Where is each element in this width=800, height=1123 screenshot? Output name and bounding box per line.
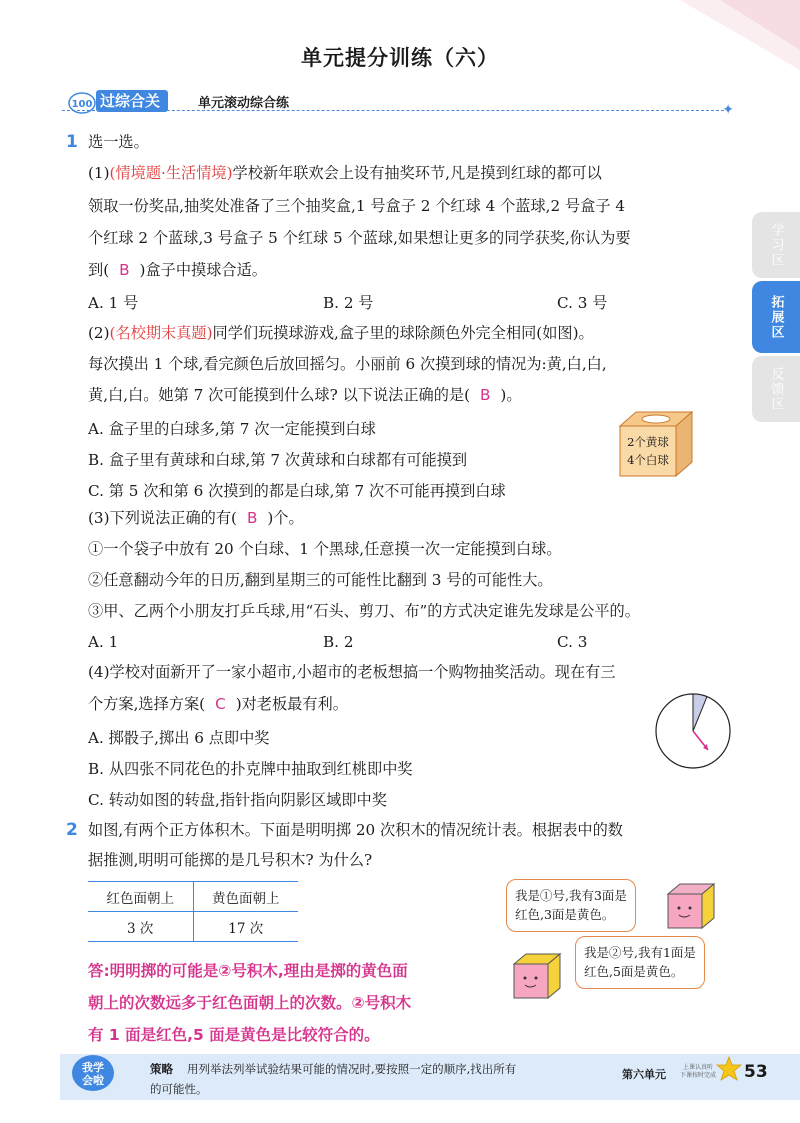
option-b: B. 2 号 bbox=[323, 294, 374, 312]
q1-part1-line3: 个红球 2 个蓝球,3 号盒子 5 个红球 5 个蓝球,如果想让更多的同学获奖,你认为要 bbox=[88, 229, 631, 247]
q1-part3-line1: (3)下列说法正确的有( B )个。 bbox=[88, 509, 304, 527]
q1-part4-line1: (4)学校对面新开了一家小超市,小超市的老板想搞一个购物抽奖活动。现在有三 bbox=[88, 663, 616, 681]
q2-line1: 如图,有两个正方体积木。下面是明明掷 20 次积木的情况统计表。根据表中的数 bbox=[88, 821, 623, 839]
tab-feedback[interactable]: 反馈区 bbox=[752, 356, 800, 422]
option-c: C. 转动如图的转盘,指针指向阴影区域即中奖 bbox=[88, 791, 387, 809]
badge-number: 100 bbox=[71, 99, 93, 110]
question-number-2: 2 bbox=[66, 820, 78, 840]
table-cell: 3 次 bbox=[88, 912, 193, 942]
option-a: A. 掷骰子,掷出 6 点即中奖 bbox=[88, 729, 270, 747]
star-badge-icon bbox=[716, 1056, 742, 1082]
q1-part1-line4: 到( B )盒子中摸球合适。 bbox=[88, 261, 267, 279]
table-header: 黄色面朝上 bbox=[193, 882, 298, 912]
answer-line: 朝上的次数远多于红色面朝上的次数。②号积木 bbox=[88, 994, 412, 1012]
page-title: 单元提分训练（六） bbox=[301, 46, 499, 70]
statement-3: ③甲、乙两个小朋友打乒乓球,用“石头、剪刀、布”的方式决定谁先发球是公平的。 bbox=[88, 602, 640, 620]
answer-blank[interactable]: C bbox=[215, 695, 226, 713]
option-a: A. 1 bbox=[88, 633, 119, 651]
q1-part2-line1: (2)(名校期末真题)同学们玩摸球游戏,盒子里的球除颜色外完全相同(如图)。 bbox=[88, 324, 594, 342]
question-1-title: 选一选。 bbox=[88, 133, 149, 151]
tag-exam-question: (名校期末真题) bbox=[109, 324, 213, 342]
strategy-label: 策略 bbox=[150, 1062, 173, 1076]
stats-table bbox=[88, 881, 298, 942]
option-b: B. 从四张不同花色的扑克牌中抽取到红桃即中奖 bbox=[88, 760, 413, 778]
tab-extend[interactable]: 拓展区 bbox=[752, 281, 800, 353]
svg-text:我学: 我学 bbox=[82, 1061, 104, 1074]
q1-part1-line2: 领取一份奖品,抽奖处准备了三个抽奖盒,1 号盒子 2 个红球 4 个蓝球,2 号盒子 4 bbox=[88, 197, 626, 215]
table-cell: 17 次 bbox=[193, 912, 298, 942]
unit-slogan: 上课认真听 下课按时完成 bbox=[680, 1064, 717, 1079]
answer-line: 有 1 面是红色,5 面是黄色是比较符合的。 bbox=[88, 1026, 380, 1044]
page-number: 53 bbox=[744, 1062, 768, 1082]
section-header bbox=[62, 90, 734, 118]
cube-1-icon bbox=[666, 880, 718, 932]
section-tag: 过综合关 bbox=[96, 90, 168, 112]
statement-1: ①一个袋子中放有 20 个白球、1 个黑球,任意摸一次一定能摸到白球。 bbox=[88, 540, 562, 558]
tag-life-scenario: (情境题·生活情境) bbox=[109, 164, 233, 182]
unit-label: 第六单元 bbox=[622, 1068, 666, 1081]
star-icon: ✦ bbox=[722, 102, 734, 118]
box-label-yellow: 2个黄球 bbox=[627, 435, 669, 449]
strategy-note: 策略 用列举法列举试验结果可能的情况时,要按照一定的顺序,找出所有 的可能性。 bbox=[150, 1062, 517, 1096]
box-label-white: 4个白球 bbox=[627, 453, 669, 467]
tab-study[interactable]: 学习区 bbox=[752, 212, 800, 278]
table-header: 红色面朝上 bbox=[88, 882, 193, 912]
q1-part2-line2: 每次摸出 1 个球,看完颜色后放回摇匀。小丽前 6 次摸到球的情况为:黄,白,白, bbox=[88, 355, 607, 373]
spinner-wheel bbox=[654, 692, 732, 770]
table-header-row bbox=[88, 882, 298, 912]
speech-bubble-cube-1: 我是①号,我有3面是 红色,3面是黄色。 bbox=[506, 879, 636, 932]
answer-blank[interactable]: B bbox=[246, 509, 258, 527]
answer-blank[interactable]: B bbox=[480, 386, 491, 404]
option-c: C. 3 bbox=[557, 633, 588, 651]
speech-bubble-cube-2: 我是②号,我有1面是 红色,5面是黄色。 bbox=[575, 936, 705, 989]
ball-box-illustration bbox=[618, 408, 694, 480]
statement-2: ②任意翻动今年的日历,翻到星期三的可能性比翻到 3 号的可能性大。 bbox=[88, 571, 553, 589]
table-row bbox=[88, 912, 298, 942]
i-learned-badge-icon bbox=[70, 1049, 116, 1093]
q1-part4-line2: 个方案,选择方案( C )对老板最有利。 bbox=[88, 695, 348, 713]
option-a: A. 1 号 bbox=[88, 294, 139, 312]
q2-answer bbox=[88, 955, 508, 1051]
q1-part2-line3: 黄,白,白。她第 7 次可能摸到什么球? 以下说法正确的是( B )。 bbox=[88, 386, 522, 404]
cube-2-icon bbox=[512, 950, 564, 1002]
option-a: A. 盒子里的白球多,第 7 次一定能摸到白球 bbox=[88, 420, 376, 438]
answer-blank[interactable]: B bbox=[119, 261, 130, 279]
question-number-1: 1 bbox=[66, 132, 78, 152]
option-b: B. 盒子里有黄球和白球,第 7 次黄球和白球都有可能摸到 bbox=[88, 451, 468, 469]
side-tabs bbox=[752, 212, 800, 425]
answer-line: 答:明明掷的可能是②号积木,理由是掷的黄色面 bbox=[88, 962, 408, 980]
q2-line2: 据推测,明明可能掷的是几号积木? 为什么? bbox=[88, 851, 373, 869]
section-divider bbox=[62, 110, 724, 111]
option-b: B. 2 bbox=[323, 633, 354, 651]
q1-part1-line1: (1)(情境题·生活情境)学校新年联欢会上设有抽奖环节,凡是摸到红球的都可以 bbox=[88, 164, 602, 182]
svg-text:会啦: 会啦 bbox=[82, 1074, 104, 1087]
option-c: C. 3 号 bbox=[557, 294, 608, 312]
option-c: C. 第 5 次和第 6 次摸到的都是白球,第 7 次不可能再摸到白球 bbox=[88, 482, 506, 500]
section-subtitle: 单元滚动综合练 bbox=[198, 96, 290, 111]
